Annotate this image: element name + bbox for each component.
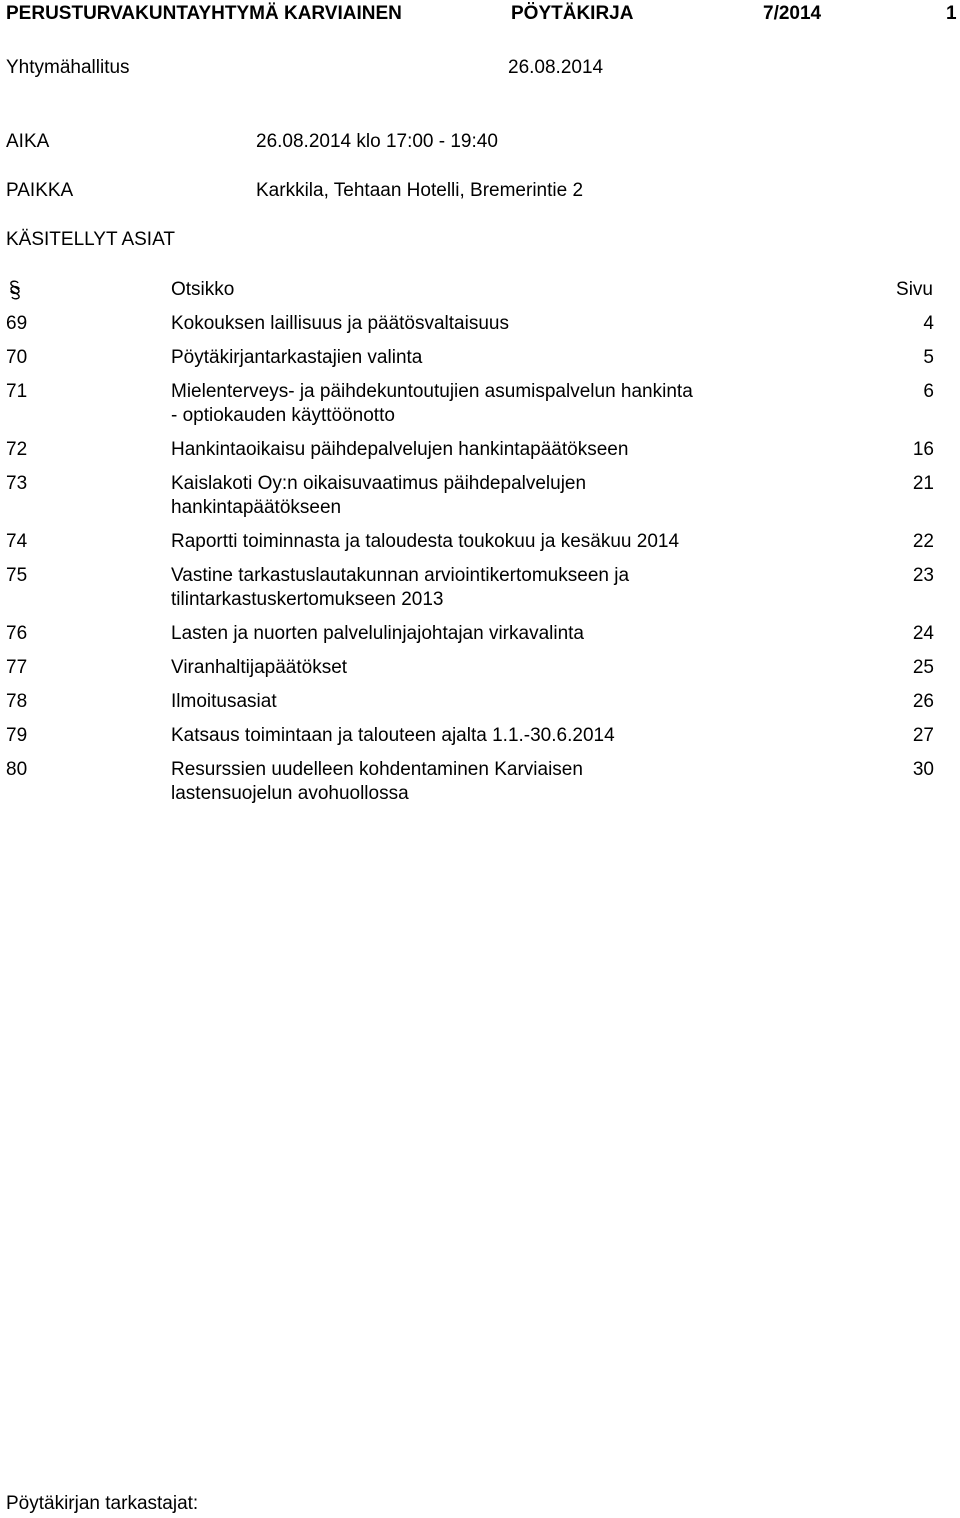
agenda-item-title: Resurssien uudelleen kohdentaminen Karviaisen lastensuojelun avohuollossa [171, 759, 583, 804]
agenda-item-page: 21 [912, 473, 934, 494]
agenda-item-page: 16 [912, 439, 934, 460]
agenda-item-title: Viranhaltijapäätökset [171, 657, 348, 678]
reviewers-label: Pöytäkirjan tarkastajat: [6, 1493, 199, 1514]
document-date: 26.08.2014 [508, 57, 604, 78]
agenda-item-page: 26 [912, 691, 934, 712]
organization-name: PERUSTURVAKUNTAYHTYMÄ KARVIAINEN [6, 3, 402, 24]
agenda-item-title: Kokouksen laillisuus ja päätösvaltaisuus [171, 313, 509, 334]
agenda-item-page: 23 [912, 565, 934, 586]
agenda-item-number: 76 [6, 623, 28, 644]
agenda-list [6, 312, 934, 816]
place-label: PAIKKA [6, 180, 74, 201]
agenda-item-title: Mielenterveys- ja päihdekuntoutujien asumispalvelun hankinta - optiokauden käyttöönotto [171, 381, 693, 426]
agenda-item-number: 80 [6, 759, 28, 780]
agenda-item-number: 71 [6, 381, 28, 402]
agenda-item-73 [6, 472, 934, 520]
agenda-item-page: 5 [923, 347, 934, 368]
agenda-item-page: 25 [912, 657, 934, 678]
agenda-item-number: 75 [6, 565, 28, 586]
agenda-item-70 [6, 346, 934, 370]
agenda-item-75 [6, 564, 934, 612]
agenda-item-page: 6 [923, 381, 934, 402]
agenda-item-page: 4 [923, 313, 934, 334]
agenda-item-title: Ilmoitusasiat [171, 691, 277, 712]
agenda-item-title: Hankintaoikaisu päihdepalvelujen hankintapäätökseen [171, 439, 629, 460]
agenda-item-page: 30 [912, 759, 934, 780]
agenda-item-title: Raportti toiminnasta ja taloudesta toukokuu ja kesäkuu 2014 [171, 531, 680, 552]
agenda-item-title: Lasten ja nuorten palvelulinjajohtajan virkavalinta [171, 623, 584, 644]
agenda-item-title: Pöytäkirjantarkastajien valinta [171, 347, 423, 368]
agenda-item-79 [6, 724, 934, 748]
agenda-item-page: 27 [912, 725, 934, 746]
agenda-item-74 [6, 530, 934, 554]
agenda-item-title: Vastine tarkastuslautakunnan arviointikertomukseen ja tilintarkastuskertomukseen 2013 [171, 565, 630, 610]
page-column-header: Sivu [896, 279, 933, 300]
agenda-item-76 [6, 622, 934, 646]
document-type: PÖYTÄKIRJA [511, 3, 634, 24]
agenda-item-page: 22 [912, 531, 934, 552]
time-label: AIKA [6, 131, 50, 152]
agenda-item-72 [6, 438, 934, 462]
items-heading: KÄSITELLYT ASIAT [6, 229, 175, 250]
agenda-item-77 [6, 656, 934, 680]
document-number: 7/2014 [763, 3, 822, 24]
agenda-item-number: 70 [6, 347, 28, 368]
agenda-item-71 [6, 380, 934, 428]
place-value: Karkkila, Tehtaan Hotelli, Bremerintie 2 [256, 180, 584, 201]
governing-body: Yhtymähallitus [6, 57, 130, 78]
agenda-item-number: 78 [6, 691, 28, 712]
page-number: 1 [946, 3, 957, 24]
agenda-item-69 [6, 312, 934, 336]
time-value: 26.08.2014 klo 17:00 - 19:40 [256, 131, 498, 152]
agenda-item-title: Katsaus toimintaan ja talouteen ajalta 1.1.-30.6.2014 [171, 725, 615, 746]
agenda-item-number: 73 [6, 473, 28, 494]
agenda-item-number: 74 [6, 531, 28, 552]
agenda-item-page: 24 [912, 623, 934, 644]
agenda-item-number: 69 [6, 313, 28, 334]
agenda-item-number: 72 [6, 439, 28, 460]
agenda-item-title: Kaislakoti Oy:n oikaisuvaatimus päihdepalvelujen hankintapäätökseen [171, 473, 587, 518]
agenda-item-number: 77 [6, 657, 28, 678]
agenda-item-78 [6, 690, 934, 714]
title-column-header: Otsikko [171, 279, 235, 300]
agenda-item-80 [6, 758, 934, 806]
agenda-item-number: 79 [6, 725, 28, 746]
section-sign-icon [6, 278, 24, 300]
